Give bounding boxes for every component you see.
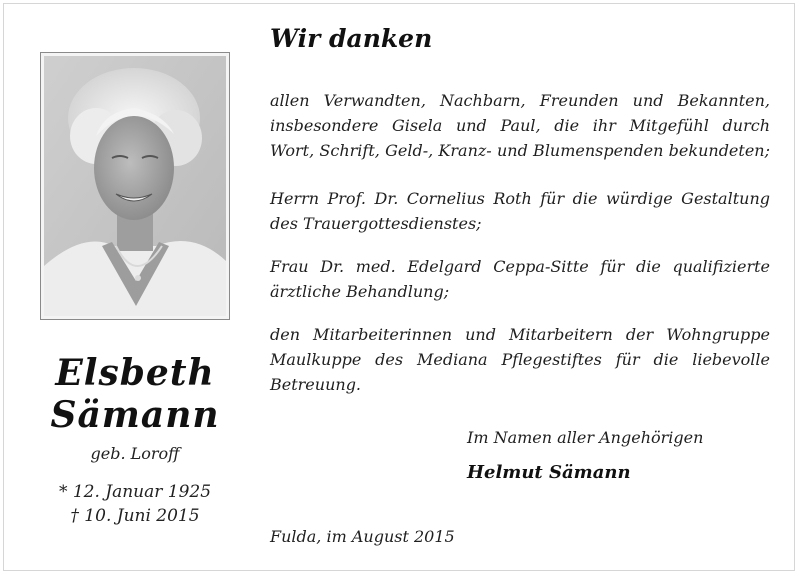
paragraph-line: Maulkuppe des Mediana Pflegestiftes für die liebevolle <box>270 350 770 369</box>
maiden-name: geb. Loroff <box>90 444 180 463</box>
deceased-first-name: Elsbeth <box>55 352 215 394</box>
paragraph-line: des Trauergottesdienstes; <box>270 214 482 233</box>
thanks-paragraph-relatives <box>270 88 770 163</box>
paragraph-line: Wort, Schrift, Geld-, Kranz- und Blumenspenden bekundeten; <box>270 141 770 160</box>
paragraph-line: Betreuung. <box>270 375 362 394</box>
portrait-photo <box>40 52 230 320</box>
on-behalf-text: Im Namen aller Angehörigen <box>467 428 704 447</box>
deceased-last-name: Sämann <box>50 394 220 436</box>
signer-name: Helmut Sämann <box>467 462 631 483</box>
thanks-paragraph-caregivers <box>270 322 770 397</box>
notice-heading: Wir danken <box>270 24 433 53</box>
paragraph-line: den Mitarbeiterinnen und Mitarbeitern der Wohngruppe <box>270 325 770 344</box>
thanks-paragraph-doctor <box>270 254 770 304</box>
portrait-image <box>44 56 226 316</box>
paragraph-line: Herrn Prof. Dr. Cornelius Roth für die würdige Gestaltung <box>270 189 770 208</box>
death-date: † 10. Juni 2015 <box>70 506 200 526</box>
paragraph-line: ärztliche Behandlung; <box>270 282 450 301</box>
paragraph-line: Frau Dr. med. Edelgard Ceppa-Sitte für die qualifizierte <box>270 257 770 276</box>
paragraph-line: insbesondere Gisela und Paul, die ihr Mitgefühl durch <box>270 116 770 135</box>
place-and-date: Fulda, im August 2015 <box>270 527 455 546</box>
paragraph-line: allen Verwandten, Nachbarn, Freunden und Bekannten, <box>270 91 770 110</box>
thanks-paragraph-clergy <box>270 186 770 236</box>
birth-date: * 12. Januar 1925 <box>58 482 212 502</box>
